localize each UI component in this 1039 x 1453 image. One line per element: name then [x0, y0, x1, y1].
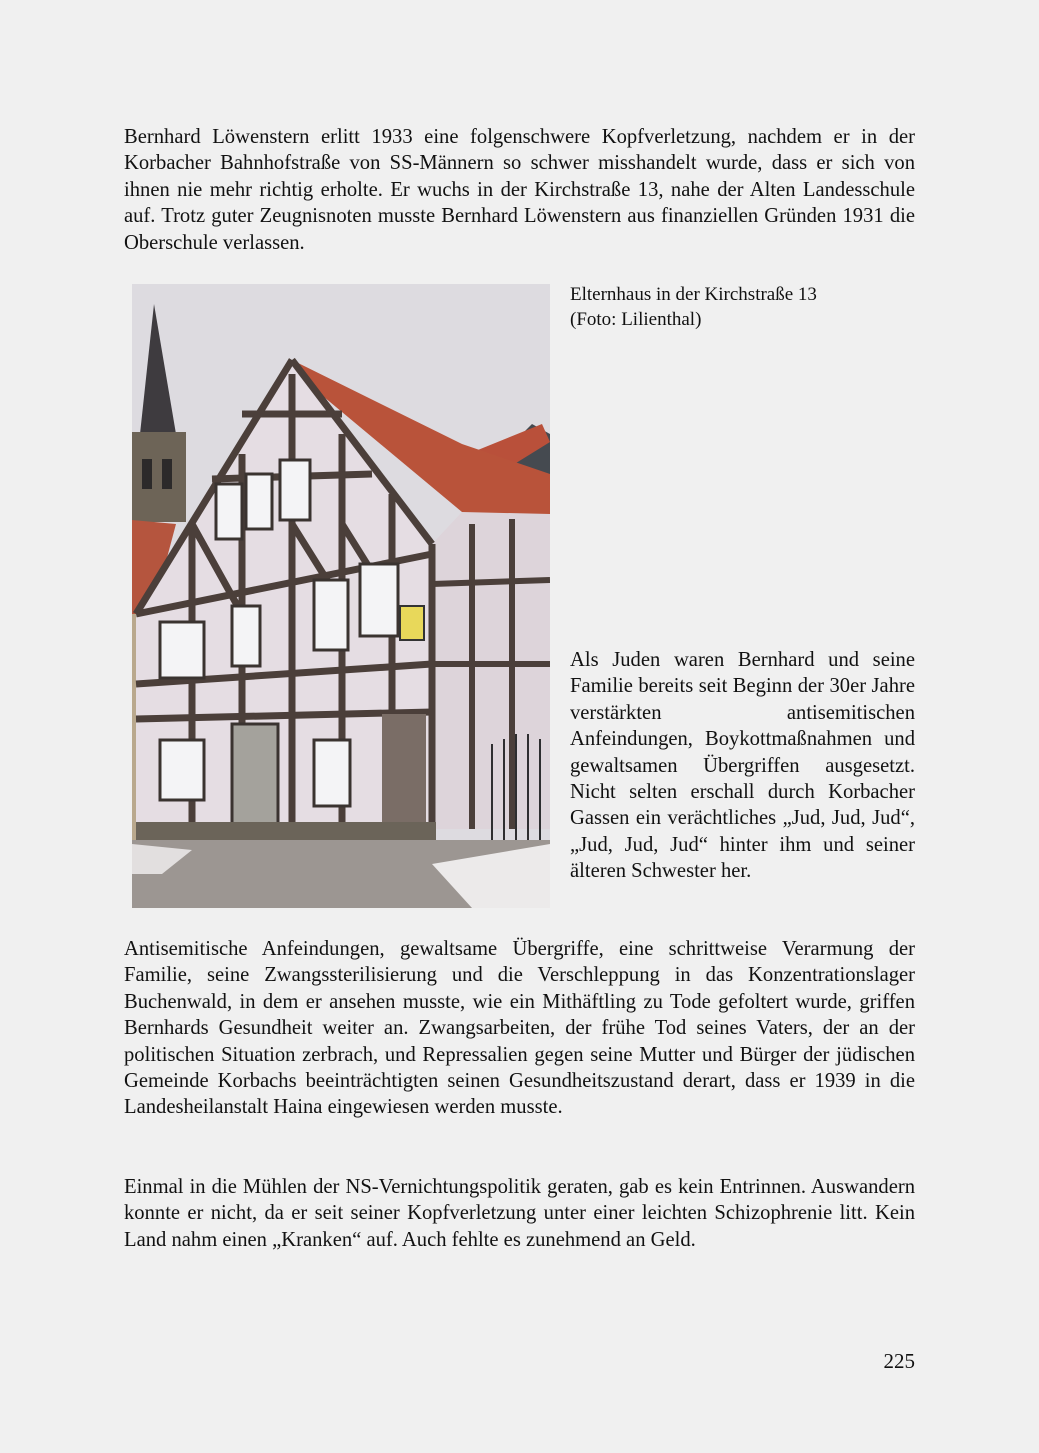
- side-paragraph: Als Juden waren Bernhard und seine Familie bereits seit Beginn der 30er Jahre verstärkten antisemitischen Anfeindungen, Boykottmaßnahmen und gewaltsamen Übergriffen ausgesetzt. Nicht selten erschall durch Korbacher Gassen ein verächtliches „Jud, Jud, Jud“, „Jud, Jud, Jud“ hinter ihm und seiner älteren Schwester her.: [570, 649, 915, 883]
- caption-title: Elternhaus in der Kirchstraße 13: [570, 284, 817, 305]
- closing-paragraph: Einmal in die Mühlen der NS-Vernichtungspolitik geraten, gab es kein Entrinnen. Auswandern konnte er nicht, da er seit seiner Kopfverletzung unter einer leichten Schizophrenie litt. Kein Land nahm einen „Kranken“ auf. Auch fehlte es zunehmend an Geld.: [124, 1176, 915, 1251]
- page-number: 225: [883, 1349, 915, 1373]
- caption-credit: (Foto: Lilienthal): [570, 308, 702, 330]
- intro-paragraph: Bernhard Löwenstern erlitt 1933 eine folgenschwere Kopfverletzung, nachdem er in der Korbacher Bahnhofstraße von SS-Männern so schwer misshandelt wurde, dass er sich von ihnen nie mehr richtig erholte. Er wuchs in der Kirchstraße 13, nahe der Alten Landesschule auf. Trotz guter Zeugnisnoten musste Bernhard Löwenstern aus finanziellen Gründen 1931 die Oberschule verlassen.: [124, 126, 915, 254]
- photo-caption: [570, 283, 915, 332]
- health-paragraph: Antisemitische Anfeindungen, gewaltsame Übergriffe, eine schrittweise Verarmung der Familie, seine Zwangssterilisierung und die Verschleppung in das Konzentrationslager Buchenwald, in dem er ansehen musste, wie ein Mithäftling zu Tode gefoltert wurde, griffen Bernhards Gesundheit weiter an. Zwangsarbeiten, der frühe Tod seines Vaters, der an der politischen Situation zerbrach, und Repressalien gegen seine Mutter und Bürger der jüdischen Gemeinde Korbachs beeinträchtigten seinen Gesundheitszustand derart, dass er 1939 in die Landesheilanstalt Haina eingewiesen werden musste.: [124, 938, 915, 1119]
- house-photo: [132, 284, 550, 908]
